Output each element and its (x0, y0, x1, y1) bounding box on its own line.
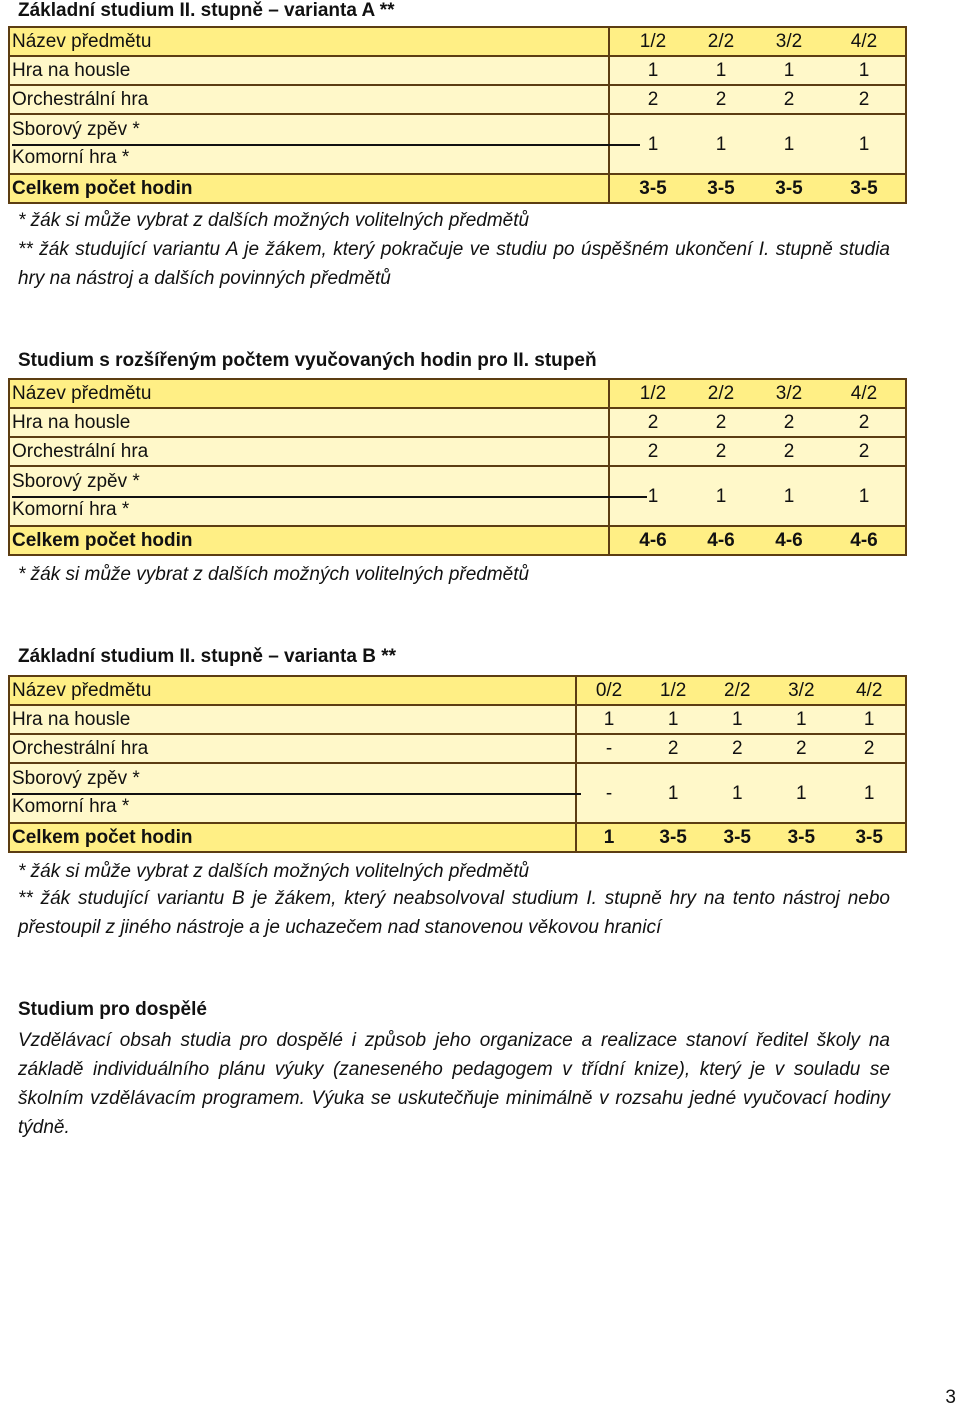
total-value: 4-6 (850, 530, 878, 551)
divider-line (12, 793, 581, 795)
divider-line (12, 496, 647, 498)
table-row (9, 437, 906, 466)
cell-value: 2 (783, 441, 795, 462)
total-row (9, 823, 906, 852)
cell-value: 1 (783, 485, 795, 507)
footnote: ** žák studující variantu B je žákem, který neabsolvoval studium I. stupně hry na tento nástroj nebo přestoupil z jiného nástroje a je uchazečem nad stanovenou věkovou hranicí (18, 888, 890, 938)
table-row (9, 56, 906, 85)
row-label: Hra na housle (9, 56, 609, 85)
cell-value: 1 (731, 782, 743, 804)
cell-value: 1 (796, 782, 807, 804)
header-col: 4/2 (850, 383, 878, 404)
row-label: Sborový zpěv * (12, 119, 140, 140)
header-label: Název předmětu (9, 27, 609, 56)
cell-value: 2 (647, 89, 659, 110)
header-col: 4/2 (850, 31, 878, 52)
total-value: 1 (603, 827, 615, 848)
footnote: * žák si může vybrat z dalších možných volitelných předmětů (18, 564, 530, 585)
section-b-title: Základní studium II. stupně – varianta B ** (18, 646, 396, 667)
row-label: Orchestrální hra (9, 85, 609, 114)
table-header-row (9, 379, 906, 408)
cell-value: 1 (667, 709, 679, 730)
divider-line (12, 144, 640, 146)
total-value: 3-5 (855, 827, 883, 848)
total-label: Celkem počet hodin (9, 526, 609, 555)
cell-value: 1 (715, 133, 727, 155)
adults-text: Vzdělávací obsah studia pro dospělé i způsob jeho organizace a realizace stanoví ředitel školy na základě individuálního plánu výuky (zaneseného pedagogem v třídní knize), který je v souladu se školním vzdělávacím programem. Výuka se uskutečňuje minimálně v rozsahu jedné vyučovací hodiny týdně. (18, 1030, 890, 1138)
footnote: * žák si může vybrat z dalších možných volitelných předmětů (18, 861, 530, 882)
total-value: 3-5 (659, 827, 687, 848)
total-row (9, 526, 906, 555)
row-label: Orchestrální hra (9, 734, 576, 763)
total-value: 3-5 (850, 178, 878, 199)
header-col: 4/2 (855, 680, 883, 701)
cell-value: 1 (647, 60, 659, 81)
total-value: 3-5 (707, 178, 735, 199)
table-row-combined (9, 763, 906, 823)
table-row (9, 408, 906, 437)
table-row (9, 734, 906, 763)
cell-value: 2 (858, 441, 870, 462)
cell-value: 2 (783, 89, 795, 110)
header-col: 2/2 (707, 383, 735, 404)
section-a-table (8, 26, 907, 204)
total-value: 4-6 (775, 530, 803, 551)
cell-value: 1 (647, 133, 659, 155)
table-header-row (9, 676, 906, 705)
table-header-row (9, 27, 906, 56)
footnote: ** žák studující variantu A je žákem, který pokračuje ve studiu po úspěšném ukončení I. stupně studia hry na nástroj a dalších povinných předmětů (18, 239, 890, 289)
cell-value: 1 (715, 485, 727, 507)
header-col: 3/2 (788, 680, 815, 701)
cell-value: 2 (715, 89, 727, 110)
cell-value: 2 (715, 412, 727, 433)
cell-value: 2 (647, 441, 659, 462)
row-label: Orchestrální hra (9, 437, 609, 466)
cell-value: 2 (858, 412, 870, 433)
header-col: 1/2 (639, 383, 667, 404)
total-value: 4-6 (639, 530, 667, 551)
total-label: Celkem počet hodin (9, 174, 609, 203)
cell-value: 1 (863, 782, 875, 804)
cell-value: 1 (647, 485, 659, 507)
row-label: Sborový zpěv * (12, 768, 140, 789)
table-row-combined (9, 466, 906, 526)
table-row (9, 705, 906, 734)
header-col: 1/2 (639, 31, 667, 52)
cell-value: 1 (667, 782, 679, 804)
cell-value: 1 (715, 60, 727, 81)
cell-value: 2 (731, 738, 743, 759)
page-number: 3 (945, 1387, 956, 1408)
header-col: 3/2 (775, 31, 803, 52)
cell-value: 1 (858, 133, 870, 155)
adults-title: Studium pro dospělé (18, 999, 207, 1020)
total-label: Celkem počet hodin (9, 823, 576, 852)
cell-value: - (605, 738, 613, 759)
total-value: 3-5 (639, 178, 667, 199)
row-label: Hra na housle (9, 408, 609, 437)
row-label: Sborový zpěv * (12, 471, 140, 492)
total-value: 3-5 (723, 827, 751, 848)
cell-value: 2 (796, 738, 807, 759)
total-row (9, 174, 906, 203)
header-col: 2/2 (724, 680, 751, 701)
header-col: 1/2 (659, 680, 687, 701)
header-label: Název předmětu (9, 379, 609, 408)
total-value: 4-6 (707, 530, 735, 551)
cell-value: 2 (863, 738, 875, 759)
cell-value: - (605, 782, 613, 804)
section-ext-title: Studium s rozšířeným počtem vyučovaných hodin pro II. stupeň (18, 350, 597, 371)
header-cols (610, 28, 905, 55)
cell-value: 1 (603, 709, 615, 730)
row-label: Komorní hra * (12, 147, 130, 168)
cell-value: 2 (715, 441, 727, 462)
header-label: Název předmětu (9, 676, 576, 705)
cell-value: 1 (858, 60, 870, 81)
cell-value: 1 (731, 709, 743, 730)
row-label: Komorní hra * (12, 499, 130, 520)
section-a-title: Základní studium II. stupně – varianta A ** (18, 0, 395, 21)
section-ext-table (8, 378, 907, 556)
cell-value: 1 (858, 485, 870, 507)
cell-value: 2 (667, 738, 679, 759)
table-row-combined (9, 114, 906, 174)
cell-value: 1 (783, 133, 795, 155)
section-b-table (8, 675, 907, 853)
header-col: 3/2 (775, 383, 803, 404)
total-value: 3-5 (787, 827, 816, 848)
row-label: Hra na housle (9, 705, 576, 734)
header-col: 0/2 (595, 680, 623, 701)
cell-value: 2 (858, 89, 870, 110)
header-col: 2/2 (707, 31, 735, 52)
row-label: Komorní hra * (12, 796, 130, 817)
cell-value: 1 (783, 60, 795, 81)
total-value: 3-5 (775, 178, 803, 199)
cell-value: 2 (783, 412, 795, 433)
cell-value: 1 (863, 709, 875, 730)
table-row (9, 85, 906, 114)
cell-value: 2 (647, 412, 659, 433)
footnote: * žák si může vybrat z dalších možných volitelných předmětů (18, 210, 530, 231)
cell-value: 1 (796, 709, 807, 730)
